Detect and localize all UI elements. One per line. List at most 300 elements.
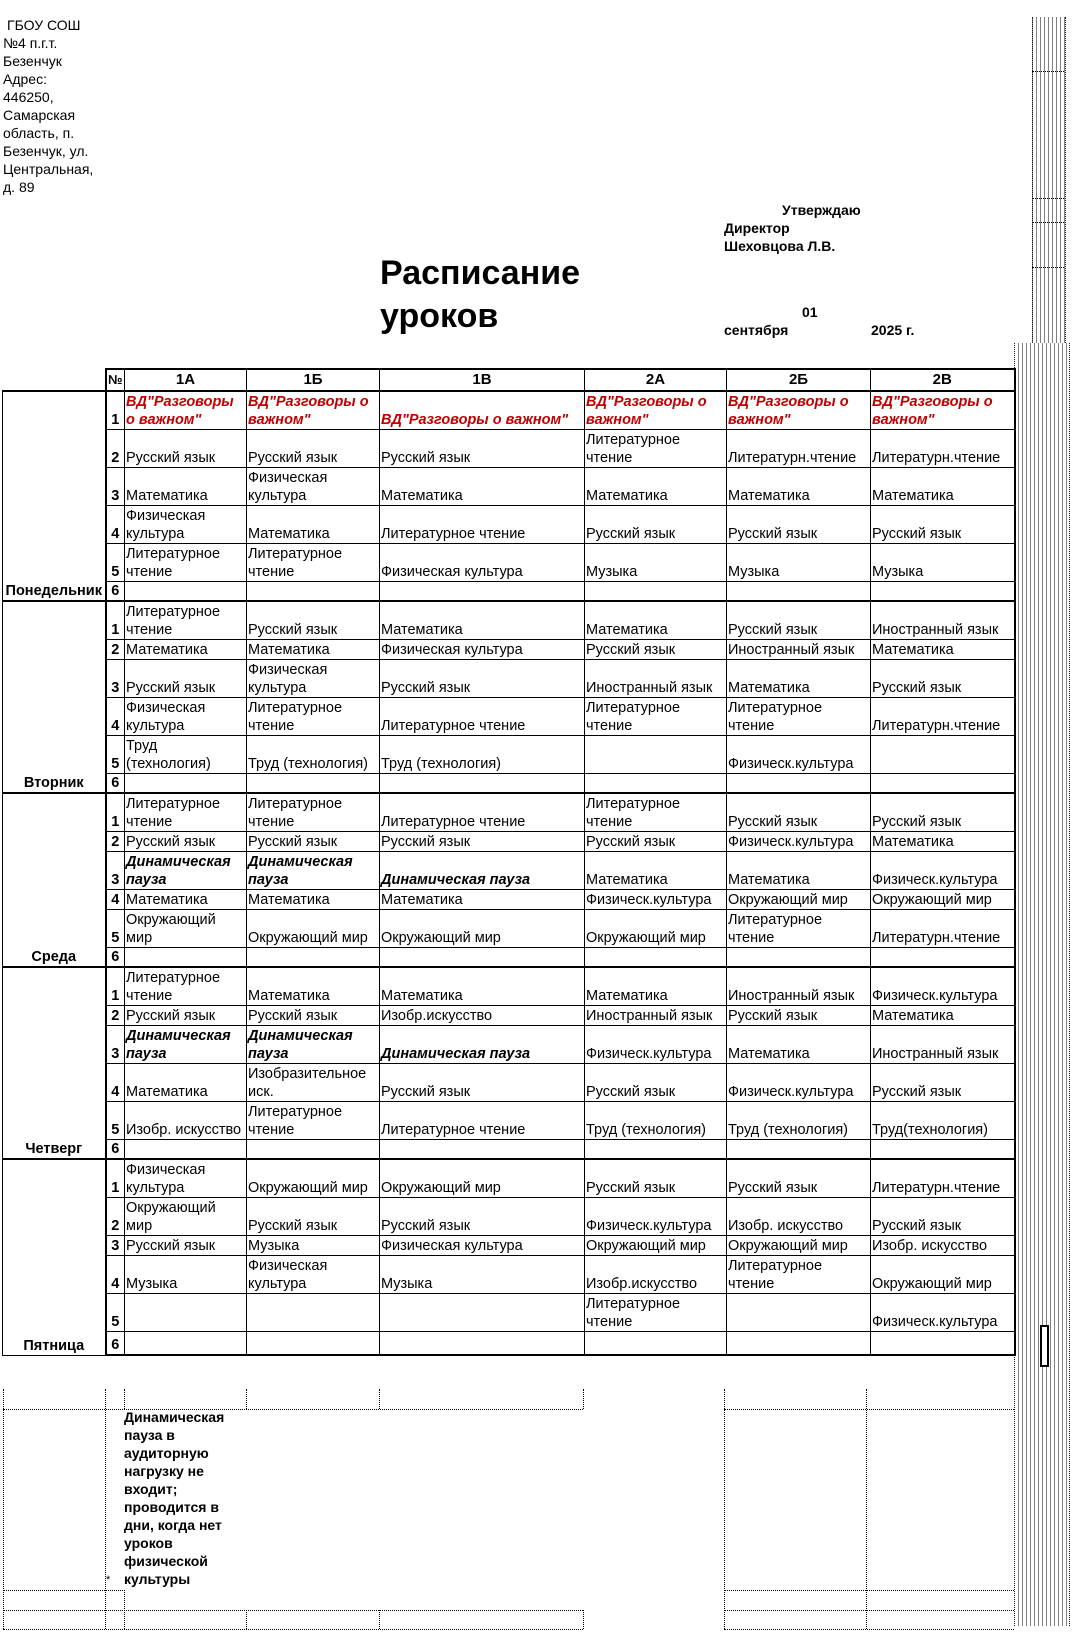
lesson-cell: Динамическая пауза [247, 1025, 380, 1063]
class-header: 2Б [727, 369, 871, 391]
lesson-number: 1 [106, 793, 125, 831]
school-info-line: Центральная, [3, 161, 94, 177]
lesson-cell: Динамическая пауза [380, 851, 585, 889]
lesson-number: 5 [106, 735, 125, 773]
lesson-cell: ВД"Разговоры о важном" [585, 391, 727, 429]
lesson-cell: Литературное чтение [727, 697, 871, 735]
lesson-cell: Русский язык [380, 831, 585, 851]
lesson-cell [125, 947, 247, 967]
gridline [724, 1629, 1014, 1630]
lesson-cell: Математика [380, 601, 585, 639]
gridline [724, 1409, 1014, 1410]
lesson-cell: Физическ.культура [585, 1197, 727, 1235]
lesson-cell: Математика [247, 889, 380, 909]
lesson-cell [380, 1139, 585, 1159]
gridline [3, 1610, 583, 1611]
lesson-number: 5 [106, 543, 125, 581]
lesson-cell: Окружающий мир [585, 1235, 727, 1255]
lesson-row [3, 1063, 1015, 1101]
lesson-cell: Литературное чтение [125, 543, 247, 581]
lesson-cell: Литературное чтение [125, 967, 247, 1005]
corner-cell [3, 369, 106, 391]
day-name: Четверг [3, 967, 106, 1159]
lesson-cell: Физическ.культура [871, 851, 1015, 889]
lesson-cell: Музыка [585, 543, 727, 581]
director-position: Директор [724, 220, 790, 236]
lesson-cell: Русский язык [380, 1063, 585, 1101]
lesson-cell: Литературное чтение [585, 793, 727, 831]
lesson-row [3, 1139, 1015, 1159]
lesson-cell: Литературное чтение [727, 1255, 871, 1293]
lesson-cell: Математика [247, 967, 380, 1005]
lesson-cell: Литературное чтение [247, 1101, 380, 1139]
lesson-row [3, 851, 1015, 889]
lesson-cell: Изобр.искусство [585, 1255, 727, 1293]
school-info-line: Адрес: [3, 71, 47, 87]
school-info-line: 446250, [3, 89, 54, 105]
lesson-cell: Русский язык [871, 1197, 1015, 1235]
lesson-cell: Иностранный язык [727, 967, 871, 1005]
school-info-line: ГБОУ СОШ [7, 17, 81, 33]
lesson-cell: Литературное чтение [247, 697, 380, 735]
lesson-cell: Физическ.культура [871, 967, 1015, 1005]
lesson-cell: Русский язык [247, 831, 380, 851]
schedule-table [2, 368, 1016, 1356]
lesson-cell: Физическая культура [125, 697, 247, 735]
lesson-cell: Окружающий мир [125, 1197, 247, 1235]
lesson-cell: Иностранный язык [727, 639, 871, 659]
lesson-row [3, 967, 1015, 1005]
gridline [246, 1610, 247, 1629]
lesson-row [3, 467, 1015, 505]
lesson-cell [871, 1139, 1015, 1159]
lesson-cell [247, 773, 380, 793]
lesson-cell: Русский язык [585, 831, 727, 851]
lesson-row [3, 429, 1015, 467]
lesson-cell: Математика [247, 639, 380, 659]
lesson-cell: Русский язык [380, 1197, 585, 1235]
lesson-cell: Труд (технология) [585, 1101, 727, 1139]
lesson-cell [871, 1331, 1015, 1355]
footnote-marker: * [106, 1574, 111, 1586]
lesson-cell: Русский язык [585, 1063, 727, 1101]
gridline [1032, 71, 1064, 72]
lesson-cell: Литературное чтение [380, 505, 585, 543]
lesson-row [3, 1025, 1015, 1063]
lesson-cell: Русский язык [247, 1197, 380, 1235]
lesson-number: 3 [106, 1025, 125, 1063]
lesson-number: 4 [106, 697, 125, 735]
lesson-number: 6 [106, 581, 125, 601]
lesson-cell: Русский язык [871, 1063, 1015, 1101]
lesson-cell: Физическая культура [125, 505, 247, 543]
school-info-line: Безенчук [3, 53, 62, 69]
lesson-cell: Физическ.культура [727, 735, 871, 773]
lesson-cell: Русский язык [125, 659, 247, 697]
lesson-number: 3 [106, 1235, 125, 1255]
lesson-row [3, 1331, 1015, 1355]
gridline [724, 1590, 1014, 1591]
lesson-cell: Окружающий мир [585, 909, 727, 947]
lesson-cell: Литературное чтение [125, 601, 247, 639]
lesson-number: 6 [106, 947, 125, 967]
lesson-cell: Иностранный язык [871, 601, 1015, 639]
lesson-cell [871, 773, 1015, 793]
lesson-cell: Литературное чтение [585, 697, 727, 735]
lesson-row [3, 581, 1015, 601]
gridline [124, 1389, 125, 1409]
lesson-number: 1 [106, 391, 125, 429]
lesson-number: 3 [106, 659, 125, 697]
lesson-cell: Русский язык [247, 429, 380, 467]
footnote-text: Динамическая пауза в аудиторную нагрузку не входит; проводится в дни, когда нет уроков физической культуры [124, 1409, 225, 1587]
lesson-cell: Физическая культура [247, 659, 380, 697]
lesson-cell: Изобр. искусство [871, 1235, 1015, 1255]
approve-label: Утверждаю [782, 202, 861, 218]
lesson-cell: Музыка [380, 1255, 585, 1293]
lesson-cell [247, 1139, 380, 1159]
lesson-row [3, 659, 1015, 697]
lesson-cell [871, 581, 1015, 601]
lesson-row [3, 391, 1015, 429]
lesson-row [3, 947, 1015, 967]
lesson-cell [585, 1331, 727, 1355]
lesson-cell [727, 1139, 871, 1159]
lesson-cell: Окружающий мир [247, 909, 380, 947]
class-header: 1А [125, 369, 247, 391]
lesson-cell: Литературное чтение [125, 793, 247, 831]
lesson-cell [585, 735, 727, 773]
lesson-cell: Окружающий мир [247, 1159, 380, 1197]
lesson-cell: Русский язык [585, 639, 727, 659]
lesson-cell: Иностранный язык [585, 659, 727, 697]
lesson-cell: Физическая культура [247, 467, 380, 505]
gridline [866, 1389, 867, 1629]
lesson-cell: Русский язык [727, 1005, 871, 1025]
title-line-2: уроков [380, 297, 499, 335]
gridline [3, 1389, 4, 1629]
gridline [724, 1389, 725, 1629]
lesson-row [3, 1293, 1015, 1331]
lesson-cell: Литературное чтение [727, 909, 871, 947]
lesson-cell: Математика [380, 889, 585, 909]
lesson-cell: Математика [380, 467, 585, 505]
title-line-1: Расписание [380, 254, 581, 292]
lesson-cell: Музыка [247, 1235, 380, 1255]
lesson-cell: ВД"Разговоры о важном" [247, 391, 380, 429]
lesson-cell: Математика [727, 659, 871, 697]
class-header: 2В [871, 369, 1015, 391]
school-info-line: №4 п.г.т. [3, 35, 58, 51]
lesson-cell [727, 581, 871, 601]
lesson-cell: Русский язык [727, 793, 871, 831]
gridline [583, 1389, 584, 1409]
lesson-cell: Иностранный язык [871, 1025, 1015, 1063]
gridline [724, 1610, 1014, 1611]
director-name: Шеховцова Л.В. [724, 238, 836, 254]
lesson-cell: Труд (технология) [380, 735, 585, 773]
gridline [1032, 198, 1064, 199]
lesson-cell [727, 1293, 871, 1331]
lesson-cell: Окружающий мир [727, 889, 871, 909]
gridline [379, 1610, 380, 1629]
lesson-cell: Физическая культура [125, 1159, 247, 1197]
lesson-cell: Русский язык [125, 1005, 247, 1025]
lesson-cell: Литературное чтение [380, 793, 585, 831]
lesson-cell [585, 1139, 727, 1159]
lesson-cell: Динамическая пауза [247, 851, 380, 889]
lesson-cell: Русский язык [125, 831, 247, 851]
lesson-cell: Русский язык [380, 659, 585, 697]
lesson-cell: Иностранный язык [585, 1005, 727, 1025]
lesson-cell [585, 581, 727, 601]
lesson-cell: ВД"Разговоры о важном" [125, 391, 247, 429]
lesson-cell: Математика [585, 967, 727, 1005]
lesson-cell [380, 581, 585, 601]
lesson-row [3, 735, 1015, 773]
lesson-row [3, 1159, 1015, 1197]
gridline [583, 1610, 584, 1629]
lesson-cell [247, 1293, 380, 1331]
lesson-cell: Литературное чтение [247, 543, 380, 581]
school-info [3, 16, 113, 196]
lesson-number: 5 [106, 909, 125, 947]
lesson-cell: Труд (технология) [247, 735, 380, 773]
lesson-cell: Литературн.чтение [871, 1159, 1015, 1197]
lesson-cell: Русский язык [727, 601, 871, 639]
lesson-row [3, 1255, 1015, 1293]
lesson-number-header: № [106, 369, 125, 391]
lesson-cell: Музыка [125, 1255, 247, 1293]
lesson-cell: Русский язык [125, 1235, 247, 1255]
lesson-cell: Математика [380, 967, 585, 1005]
lesson-cell: Окружающий мир [125, 909, 247, 947]
lesson-number: 2 [106, 831, 125, 851]
lesson-cell: Русский язык [871, 659, 1015, 697]
lesson-cell: Физическ.культура [585, 1025, 727, 1063]
header-row [3, 369, 1015, 391]
lesson-cell: Окружающий мир [727, 1235, 871, 1255]
lesson-cell: ВД"Разговоры о важном" [727, 391, 871, 429]
lesson-cell: Математика [871, 639, 1015, 659]
lesson-cell: Математика [585, 601, 727, 639]
lesson-cell: Физическая культура [380, 639, 585, 659]
lesson-cell: Русский язык [247, 1005, 380, 1025]
class-header: 1В [380, 369, 585, 391]
lesson-cell: Математика [125, 467, 247, 505]
lesson-cell: Литературн.чтение [871, 909, 1015, 947]
school-info-line: область, п. [3, 125, 75, 141]
lesson-cell: Окружающий мир [871, 889, 1015, 909]
school-info-line: д. 89 [3, 179, 35, 195]
lesson-cell: Динамическая пауза [125, 851, 247, 889]
lesson-cell: Математика [585, 851, 727, 889]
lesson-cell: Математика [871, 831, 1015, 851]
lesson-cell: Труд (технология) [727, 1101, 871, 1139]
lesson-cell [247, 581, 380, 601]
lesson-cell: Русский язык [247, 601, 380, 639]
lesson-cell [380, 1331, 585, 1355]
lesson-cell: Русский язык [727, 505, 871, 543]
lesson-row [3, 697, 1015, 735]
lesson-number: 6 [106, 1331, 125, 1355]
lesson-row [3, 773, 1015, 793]
lesson-cell: Изобразительное иск. [247, 1063, 380, 1101]
lesson-cell: Музыка [727, 543, 871, 581]
lesson-row [3, 1235, 1015, 1255]
lesson-number: 1 [106, 967, 125, 1005]
lesson-number: 5 [106, 1101, 125, 1139]
lesson-cell: Изобр. искусство [727, 1197, 871, 1235]
lesson-cell: Русский язык [380, 429, 585, 467]
lesson-cell [125, 1293, 247, 1331]
lesson-cell: Физическая культура [380, 543, 585, 581]
lesson-cell: Музыка [871, 543, 1015, 581]
lesson-cell: Динамическая пауза [380, 1025, 585, 1063]
lesson-cell: Физическ.культура [585, 889, 727, 909]
day-name: Пятница [3, 1159, 106, 1355]
lesson-number: 1 [106, 601, 125, 639]
lesson-number: 2 [106, 1005, 125, 1025]
gridline [379, 1389, 380, 1409]
lesson-cell [585, 947, 727, 967]
lesson-cell [125, 1139, 247, 1159]
lesson-cell [247, 1331, 380, 1355]
day-name: Вторник [3, 601, 106, 793]
lesson-number: 1 [106, 1159, 125, 1197]
lesson-cell: Окружающий мир [871, 1255, 1015, 1293]
gridline [3, 1409, 583, 1410]
lesson-cell: Литературное чтение [247, 793, 380, 831]
lesson-cell [247, 947, 380, 967]
lesson-number: 4 [106, 1255, 125, 1293]
lesson-cell: Динамическая пауза [125, 1025, 247, 1063]
lesson-row [3, 543, 1015, 581]
lesson-cell: Математика [585, 467, 727, 505]
lesson-cell [125, 773, 247, 793]
lesson-cell: Физическ.культура [727, 1063, 871, 1101]
lesson-cell: Математика [125, 889, 247, 909]
gridline [246, 1389, 247, 1409]
lesson-cell: Математика [871, 1005, 1015, 1025]
lesson-cell: Литературное чтение [585, 1293, 727, 1331]
lesson-cell [585, 773, 727, 793]
lesson-cell: Русский язык [871, 793, 1015, 831]
lesson-row [3, 831, 1015, 851]
lesson-number: 5 [106, 1293, 125, 1331]
lesson-row [3, 1197, 1015, 1235]
lesson-cell: Физическ.культура [871, 1293, 1015, 1331]
lesson-cell: Изобр.искусство [380, 1005, 585, 1025]
lesson-row [3, 601, 1015, 639]
lesson-number: 4 [106, 1063, 125, 1101]
lesson-cell: Математика [125, 639, 247, 659]
lesson-cell: Математика [727, 1025, 871, 1063]
lesson-cell [125, 581, 247, 601]
lesson-cell [871, 735, 1015, 773]
lesson-cell: Физическая культура [247, 1255, 380, 1293]
lesson-cell: Русский язык [585, 1159, 727, 1197]
lesson-cell: Математика [727, 467, 871, 505]
lesson-number: 6 [106, 773, 125, 793]
lesson-number: 4 [106, 505, 125, 543]
lesson-cell: Физическая культура [380, 1235, 585, 1255]
approval-month: сентября [724, 322, 789, 338]
lesson-cell [380, 773, 585, 793]
lesson-cell: Труд(технология) [871, 1101, 1015, 1139]
lesson-cell: Литературное чтение [380, 1101, 585, 1139]
lesson-row [3, 505, 1015, 543]
day-name: Понедельник [3, 391, 106, 601]
lesson-cell: Литературн.чтение [871, 429, 1015, 467]
lesson-number: 2 [106, 1197, 125, 1235]
gridline [3, 1629, 583, 1630]
gridline [1032, 267, 1064, 268]
school-info-line: Безенчук, ул. [3, 143, 89, 159]
lesson-number: 2 [106, 429, 125, 467]
lesson-cell [125, 1331, 247, 1355]
lesson-cell [727, 773, 871, 793]
gridline [3, 1590, 125, 1591]
lesson-number: 3 [106, 467, 125, 505]
lesson-row [3, 1101, 1015, 1139]
lesson-cell [871, 947, 1015, 967]
lesson-cell [380, 947, 585, 967]
lesson-cell: Математика [871, 467, 1015, 505]
lesson-row [3, 793, 1015, 831]
lesson-cell [727, 947, 871, 967]
lesson-cell: Русский язык [125, 429, 247, 467]
lesson-cell: Окружающий мир [380, 1159, 585, 1197]
lesson-cell: Русский язык [585, 505, 727, 543]
gridline [105, 1389, 106, 1629]
lesson-cell: ВД"Разговоры о важном" [871, 391, 1015, 429]
sheet-gridlines-top [1032, 17, 1066, 343]
school-info-line: Самарская [3, 107, 76, 123]
lesson-cell: Русский язык [727, 1159, 871, 1197]
lesson-number: 4 [106, 889, 125, 909]
lesson-cell: Окружающий мир [380, 909, 585, 947]
lesson-row [3, 1005, 1015, 1025]
class-header: 1Б [247, 369, 380, 391]
lesson-number: 6 [106, 1139, 125, 1159]
lesson-cell: Физическ.культура [727, 831, 871, 851]
lesson-row [3, 639, 1015, 659]
lesson-cell: Литературное чтение [585, 429, 727, 467]
day-name: Среда [3, 793, 106, 967]
lesson-cell: Математика [727, 851, 871, 889]
lesson-row [3, 909, 1015, 947]
sheet-gridlines-right [1014, 343, 1070, 1626]
lesson-cell: Литературное чтение [380, 697, 585, 735]
lesson-cell [727, 1331, 871, 1355]
lesson-cell: Русский язык [871, 505, 1015, 543]
cell-cursor [1040, 1325, 1049, 1367]
approval-day: 01 [802, 304, 818, 320]
lesson-row [3, 889, 1015, 909]
lesson-cell: Труд (технология) [125, 735, 247, 773]
lesson-cell: Литературн.чтение [727, 429, 871, 467]
page-title [380, 252, 580, 338]
class-header: 2А [585, 369, 727, 391]
lesson-cell: Математика [125, 1063, 247, 1101]
lesson-number: 3 [106, 851, 125, 889]
lesson-cell [380, 1293, 585, 1331]
lesson-cell: Изобр. искусство [125, 1101, 247, 1139]
lesson-cell: ВД"Разговоры о важном" [380, 391, 585, 429]
gridline [1032, 222, 1064, 223]
lesson-cell: Математика [247, 505, 380, 543]
